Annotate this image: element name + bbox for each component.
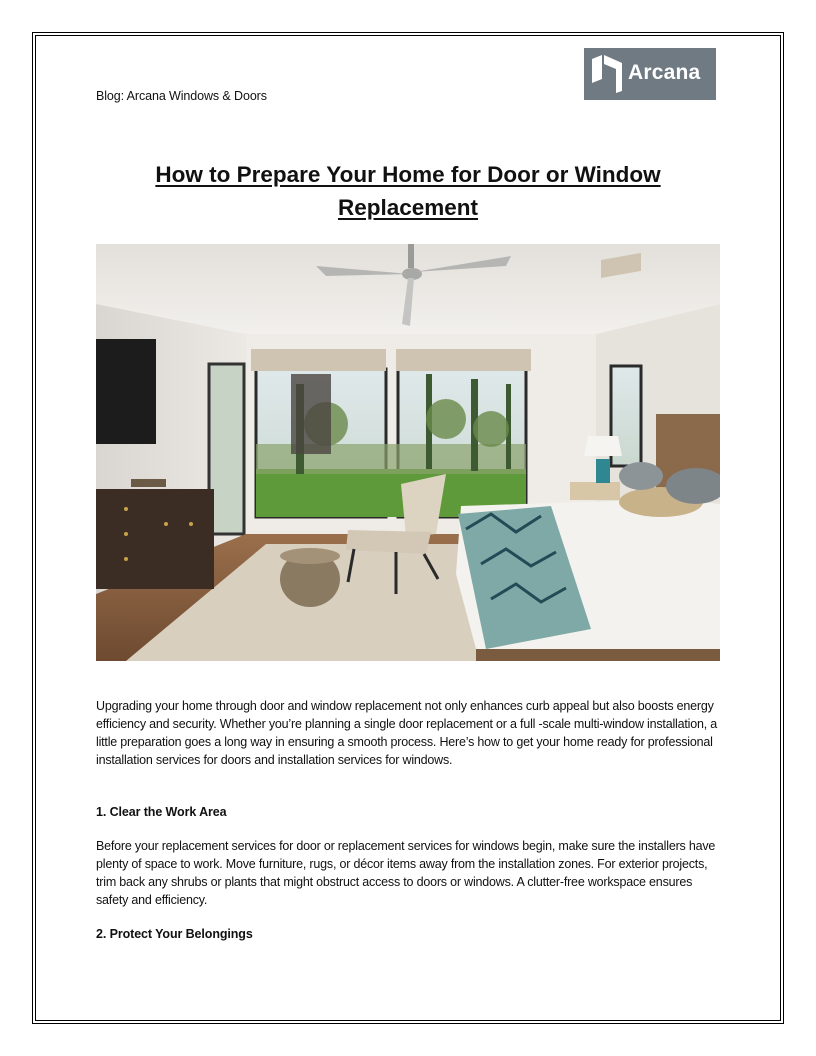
arcana-logo — [584, 48, 716, 100]
page-title: How to Prepare Your Home for Door or Window Replacement — [155, 162, 661, 220]
section-heading: 2. Protect Your Belongings — [96, 927, 253, 941]
section-heading: 1. Clear the Work Area — [96, 805, 227, 819]
section-paragraph: Before your replacement services for door or replacement services for windows begin, make sure the installers have plenty of space to work. Move furniture, rugs, or décor items away from the installation zones. For exterior projects, trim back any shrubs or plants that might obstruct access to doors or windows. A clutter-free workspace ensures safety and efficiency. — [96, 839, 716, 907]
hero-image — [96, 244, 720, 661]
bedroom-photo-icon — [96, 244, 720, 661]
logo-text: Arcana — [628, 61, 701, 84]
blog-label: Blog: Arcana Windows & Doors — [96, 89, 267, 103]
intro-paragraph: Upgrading your home through door and window replacement not only enhances curb appeal but also boosts energy efficiency and security. Whether you’re planning a single door replacement or a full -scale multi-window installation, a little preparation goes a long way in ensuring a smooth process. Here’s how to get your home ready for professional installation services for doors and installation services for windows. — [96, 699, 718, 767]
arcana-logo-icon — [590, 55, 624, 93]
